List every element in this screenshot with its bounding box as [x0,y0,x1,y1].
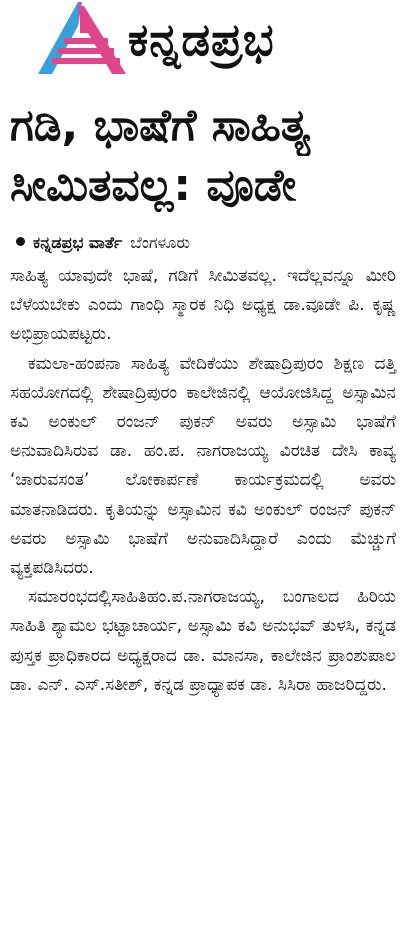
bullet-icon [16,237,25,246]
headline [10,96,400,216]
masthead [38,2,398,82]
byline-source: ಕನ್ನಡಪ್ರಭ ವಾರ್ತೆ [33,233,123,252]
article-paragraph: ಕಮಲಾ-ಹಂಪನಾ ಸಾಹಿತ್ಯ ವೇದಿಕೆಯು ಶೇಷಾದ್ರಿಪುರಂ ಶಿಕ್ಷಣ ದತ್ತಿ ಸಹಯೋಗದಲ್ಲಿ ಶೇಷಾದ್ರಿಪುರಂ ಕಾಲೇಜಿನಲ್ಲಿ ಆಯೋಜಿಸಿದ್ದ ಅಸ್ಸಾಮಿನ ಕವಿ ಅಂಕುಲ್ ರಂಜನ್ ಪುಕನ್ ಅವರು ಅಸ್ಸಾಮಿ ಭಾಷೆಗೆ ಅನುವಾದಿಸಿರುವ ಡಾ. ಹಂ.ಪ. ನಾಗರಾಜಯ್ಯ ವಿರಚಿತ ದೇಸಿ ಕಾವ್ಯ ‘ಚಾರುವಸಂತ’ ಲೋಕಾರ್ಪಣೆ ಕಾರ್ಯಕ್ರಮದಲ್ಲಿ ಅವರು ಮಾತನಾಡಿದರು. ಕೃತಿಯನ್ನು ಅಸ್ಸಾಮಿನ ಕವಿ ಅಂಕುಲ್ ರಂಜನ್ ಪುಕನ್ ಅವರು ಅಸ್ಸಾಮಿ ಭಾಷೆಗೆ ಅನುವಾದಿಸಿದ್ದಾರೆ ಎಂದು ಮೆಚ್ಚುಗೆ ವ್ಯಕ್ತಪಡಿಸಿದರು. [10,353,396,579]
byline-place: ಬೆಂಗಳೂರು [130,233,191,252]
article-paragraph: ಸಾಹಿತ್ಯ ಯಾವುದೇ ಭಾಷೆ, ಗಡಿಗೆ ಸೀಮಿತವಲ್ಲ. ಇದೆಲ್ಲವನ್ನೂ ಮೀರಿ ಬೆಳೆಯಬೇಕು ಎಂದು ಗಾಂಧಿ ಸ್ಮಾರಕ ನಿಧಿ ಅಧ್ಯಕ್ಷ ಡಾ.ವೂಡೇ ಪಿ. ಕೃಷ್ಣ ಅಭಿಪ್ರಾಯಪಟ್ಟರು. [10,266,396,345]
article-paragraph: ಸಮಾರಂಭದಲ್ಲಿಸಾಹಿತಿಹಂ.ಪ.ನಾಗರಾಜಯ್ಯ, ಬಂಗಾಲದ ಹಿರಿಯ ಸಾಹಿತಿ ಶ್ಯಾಮಲ ಭಟ್ಟಾಚಾರ್ಯ, ಅಸ್ಸಾಮಿ ಕವಿ ಅನುಭವ್ ತುಳಸಿ, ಕನ್ನಡ ಪುಸ್ತಕ ಪ್ರಾಧಿಕಾರದ ಅಧ್ಯಕ್ಷರಾದ ಡಾ. ಮಾನಸಾ, ಕಾಲೇಜಿನ ಪ್ರಾಂಶುಪಾಲ ಡಾ. ಎನ್. ಎಸ್.ಸತೀಶ್, ಕನ್ನಡ ಪ್ರಾಧ್ಯಾಪಕ ಡಾ. ಸಿಸಿರಾ ಹಾಜರಿದ್ದರು. [10,587,396,695]
kannadaprabha-logo-icon [38,2,128,74]
brand-name: ಕನ್ನಡಪ್ರಭ [128,13,275,66]
article-body [10,262,396,700]
byline [16,232,396,254]
headline-line-1: ಗಡಿ, ಭಾಷೆಗೆ ಸಾಹಿತ್ಯ [10,100,311,151]
headline-line-2: ಸೀಮಿತವಲ್ಲ: ವೂಡೇ [10,160,297,211]
